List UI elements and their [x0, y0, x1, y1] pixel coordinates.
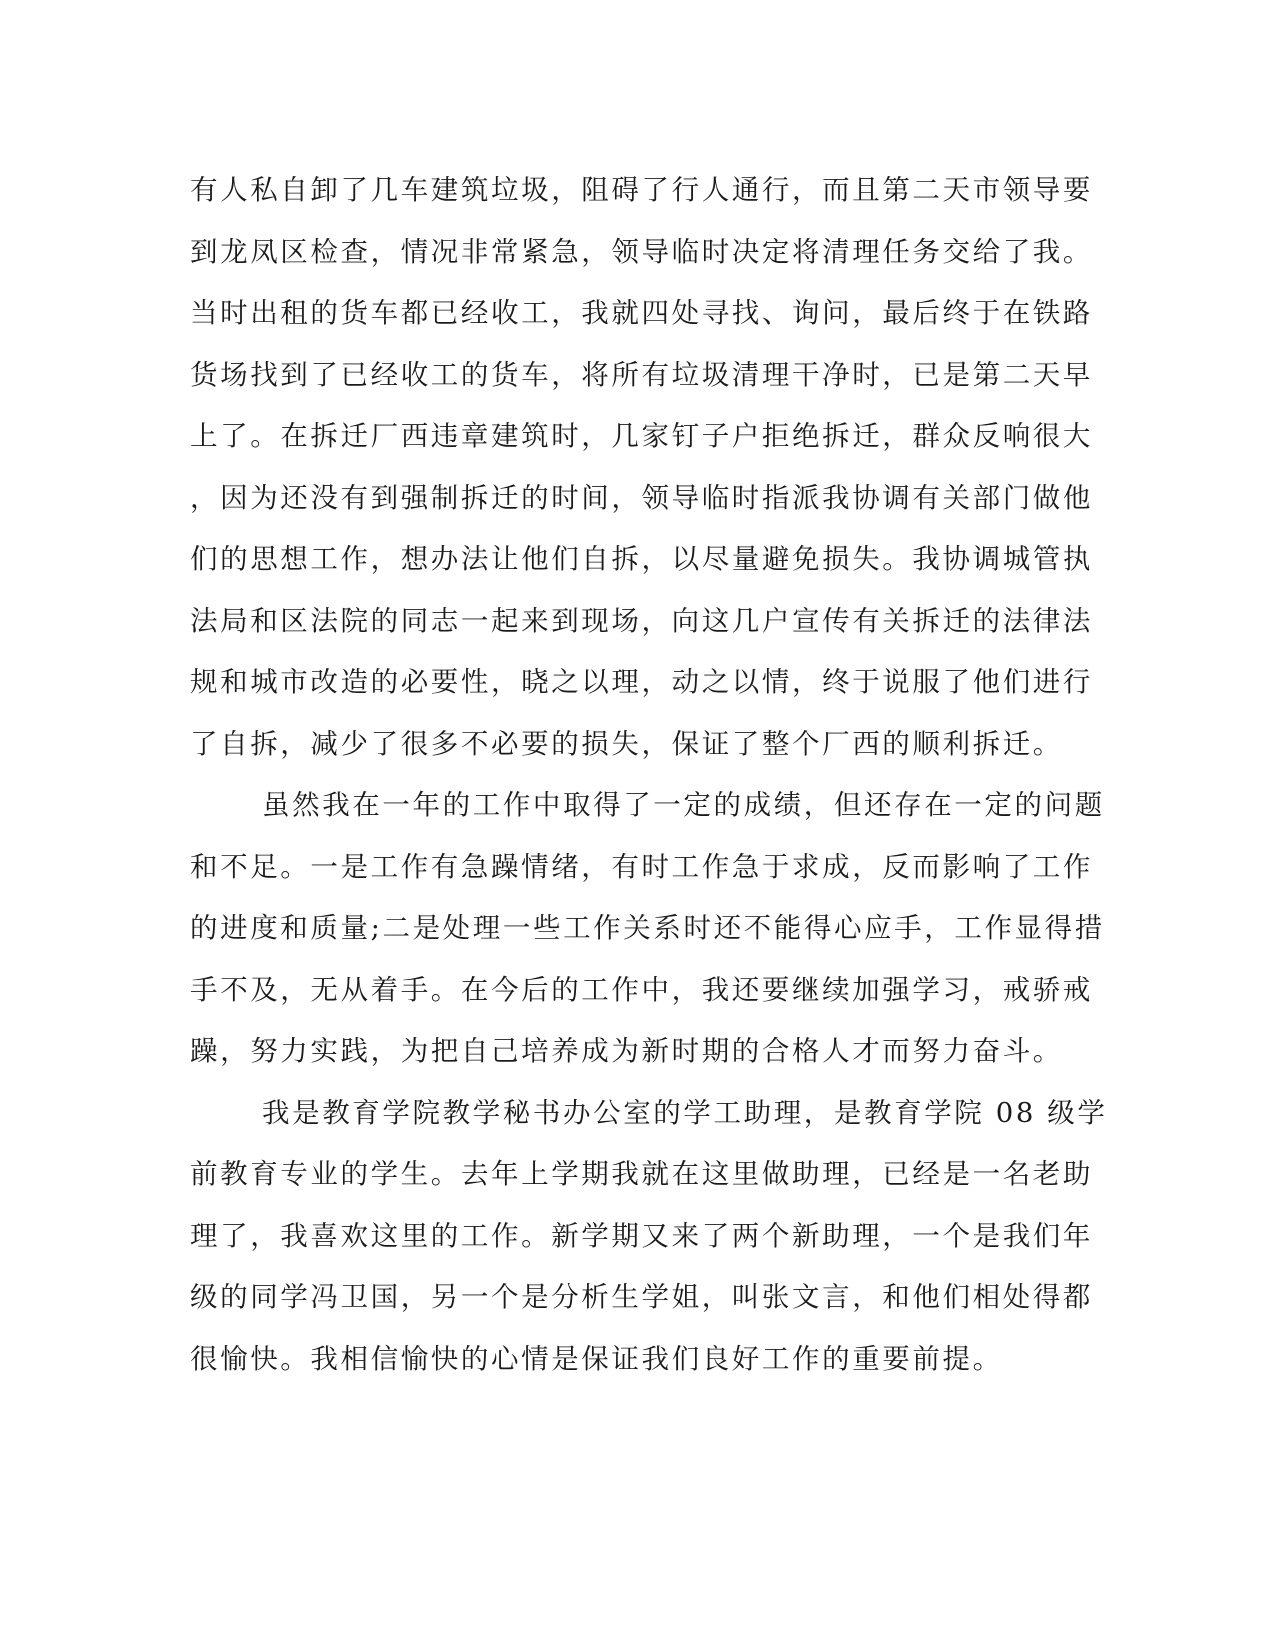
paragraph-3-line-2: 前教育专业的学生。去年上学期我就在这里做助理，已经是一名老助 — [190, 1158, 1093, 1190]
paragraph-1-line-5: 上了。在拆迁厂西违章建筑时，几家钉子户拒绝拆迁，群众反响很大 — [190, 420, 1093, 452]
paragraph-1-line-3: 当时出租的货车都已经收工，我就四处寻找、询问，最后终于在铁路 — [190, 297, 1093, 329]
paragraph-1-line-8: 法局和区法院的同志一起来到现场，向这几户宣传有关拆迁的法律法 — [190, 605, 1093, 637]
paragraph-1-line-10: 了自拆，减少了很多不必要的损失，保证了整个厂西的顺利拆迁。 — [190, 728, 1063, 760]
paragraph-3-line-4: 级的同学冯卫国，另一个是分析生学姐，叫张文言，和他们相处得都 — [190, 1281, 1093, 1313]
paragraph-3-line-3: 理了，我喜欢这里的工作。新学期又来了两个新助理，一个是我们年 — [190, 1220, 1093, 1252]
paragraph-1-line-1: 有人私自卸了几车建筑垃圾，阻碍了行人通行，而且第二天市领导要 — [190, 174, 1093, 206]
paragraph-2-line-2: 和不足。一是工作有急躁情绪，有时工作急于求成，反而影响了工作 — [190, 851, 1093, 883]
paragraph-1-line-7: 们的思想工作，想办法让他们自拆，以尽量避免损失。我协调城管执 — [190, 543, 1093, 575]
paragraph-2-line-3: 的进度和质量;二是处理一些工作关系时还不能得心应手，工作显得措 — [190, 912, 1105, 944]
paragraph-3-line-1: 我是教育学院教学秘书办公室的学工助理，是教育学院 08 级学 — [262, 1097, 1108, 1129]
paragraph-1-line-4: 货场找到了已经收工的货车，将所有垃圾清理干净时，已是第二天早 — [190, 359, 1093, 391]
paragraph-2-line-5: 躁，努力实践，为把自己培养成为新时期的合格人才而努力奋斗。 — [190, 1035, 1063, 1067]
paragraph-3-line-5: 很愉快。我相信愉快的心情是保证我们良好工作的重要前提。 — [190, 1343, 1003, 1375]
paragraph-1-line-6: ，因为还没有到强制拆迁的时间，领导临时指派我协调有关部门做他 — [190, 482, 1093, 514]
paragraph-2-line-1: 虽然我在一年的工作中取得了一定的成绩，但还存在一定的问题 — [262, 789, 1105, 821]
paragraph-2-line-4: 手不及，无从着手。在今后的工作中，我还要继续加强学习，戒骄戒 — [190, 974, 1093, 1006]
paragraph-1-line-2: 到龙凤区检查，情况非常紧急，领导临时决定将清理任务交给了我。 — [190, 236, 1093, 268]
paragraph-1-line-9: 规和城市改造的必要性，晓之以理，动之以情，终于说服了他们进行 — [190, 666, 1093, 698]
